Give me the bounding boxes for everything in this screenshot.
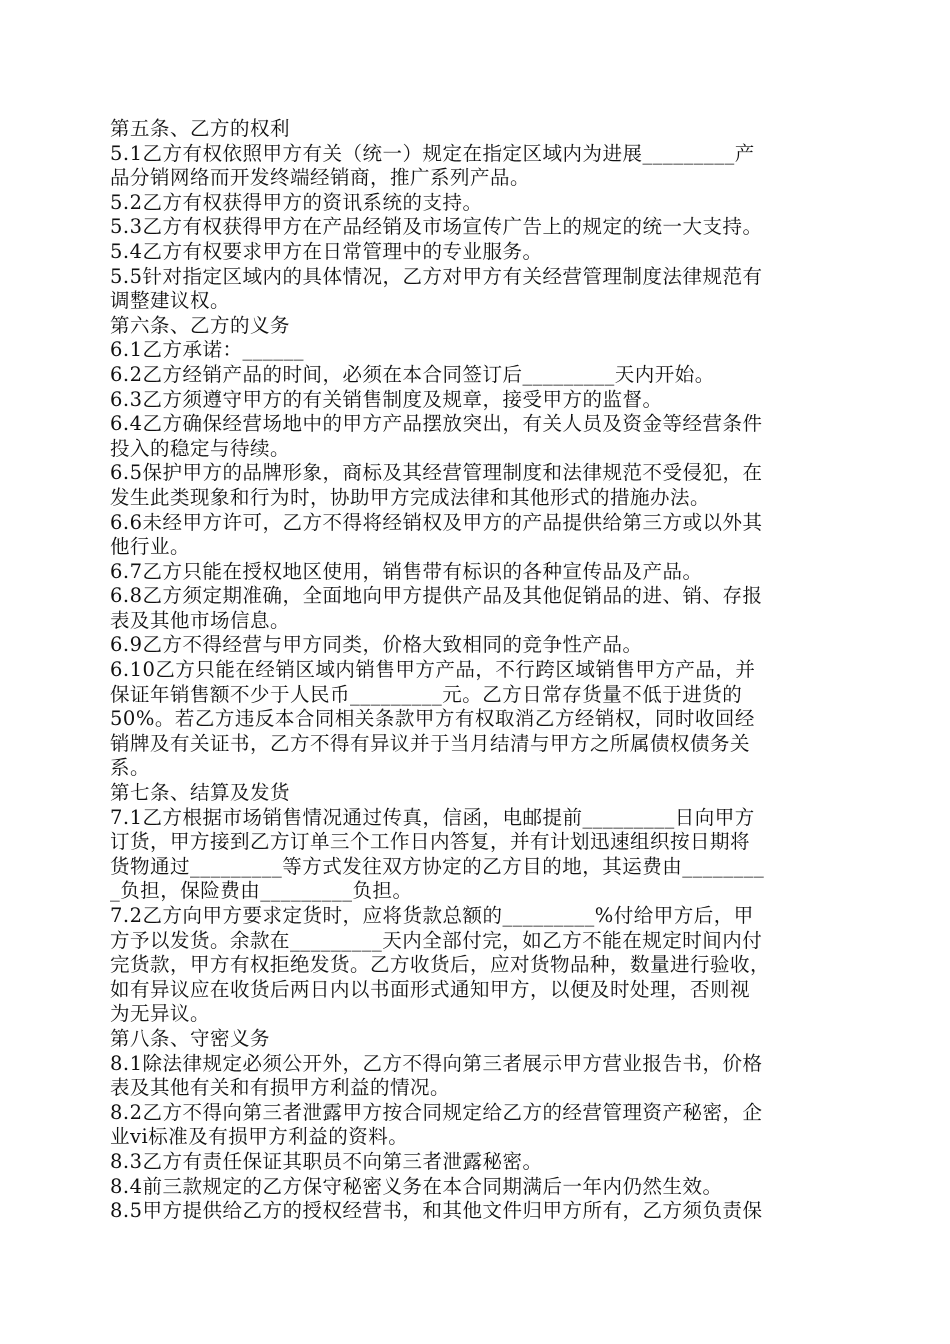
text-line: 5.2乙方有权获得甲方的资讯系统的支持。 [110,190,483,214]
text-line: 订货，甲方接到乙方订单三个工作日内答复，并有计划迅速组织按日期将 [110,830,751,854]
text-line: 业vi标准及有损甲方利益的资料。 [110,1125,409,1149]
text-line: 6.9乙方不得经营与甲方同类，价格大致相同的竞争性产品。 [110,633,643,657]
text-line: 5.4乙方有权要求甲方在日常管理中的专业服务。 [110,239,543,263]
text-line: 调整建议权。 [110,289,231,313]
text-line: 第六条、乙方的义务 [110,313,291,337]
text-line: 销牌及有关证书，乙方不得有异议并于当月结清与甲方之所属债权债务关 [110,731,751,755]
text-line: 系。 [110,756,151,780]
text-line: 5.1乙方有权依照甲方有关（统一）规定在指定区域内为进展_________产 [110,141,755,165]
text-line: 5.5针对指定区域内的具体情况，乙方对甲方有关经营管理制度法律规范有 [110,264,763,288]
text-line: 表及其他有关和有损甲方利益的情况。 [110,1076,451,1100]
text-line: 6.5保护甲方的品牌形象，商标及其经营管理制度和法律规范不受侵犯，在 [110,461,763,485]
document-body [110,117,850,1224]
text-line: 方予以发货。余款在_________天内全部付完，如乙方不能在规定时间内付 [110,928,763,952]
text-line: 完货款，甲方有权拒绝发货。乙方收货后，应对货物品种，数量进行验收， [110,953,771,977]
text-line: 8.3乙方有责任保证其职员不向第三者泄露秘密。 [110,1149,543,1173]
text-line: 6.4乙方确保经营场地中的甲方产品摆放突出，有关人员及资金等经营条件 [110,412,763,436]
text-line: 6.7乙方只能在授权地区使用，销售带有标识的各种宣传品及产品。 [110,559,703,583]
text-line: 6.8乙方须定期准确，全面地向甲方提供产品及其他促销品的进、销、存报 [110,584,763,608]
text-line: 7.1乙方根据市场销售情况通过传真，信函，电邮提前_________日向甲方 [110,805,755,829]
text-line: 6.2乙方经销产品的时间，必须在本合同签订后_________天内开始。 [110,362,715,386]
text-line: 品分销网络而开发终端经销商，推广系列产品。 [110,166,531,190]
text-line: _负担，保险费由_________负担。 [110,879,413,903]
text-line: 8.2乙方不得向第三者泄露甲方按合同规定给乙方的经营管理资产秘密，企 [110,1100,763,1124]
text-line: 发生此类现象和行为时，协助甲方完成法律和其他形式的措施办法。 [110,485,711,509]
text-line: 7.2乙方向甲方要求定货时，应将货款总额的_________%付给甲方后，甲 [110,904,754,927]
text-line: 投入的稳定与待续。 [110,436,291,460]
text-line: 为无异议。 [110,1002,211,1026]
text-line: 6.1乙方承诺：______ [110,338,305,362]
text-line: 表及其他市场信息。 [110,608,291,632]
text-line: 8.1除法律规定必须公开外，乙方不得向第三者展示甲方营业报告书，价格 [110,1051,763,1075]
text-line: 6.3乙方须遵守甲方的有关销售制度及规章，接受甲方的监督。 [110,387,663,411]
text-line: 第五条、乙方的权利 [110,117,291,140]
text-line: 他行业。 [110,535,191,559]
text-line: 6.10乙方只能在经销区域内销售甲方产品，不行跨区域销售甲方产品，并 [110,658,756,682]
text-line: 8.4前三款规定的乙方保守秘密义务在本合同期满后一年内仍然生效。 [110,1174,723,1198]
text-line: 第七条、结算及发货 [110,781,291,805]
text-line: 50%。若乙方违反本合同相关条款甲方有权取消乙方经销权，同时收回经 [110,707,755,731]
text-line: 5.3乙方有权获得甲方在产品经销及市场宣传广告上的规定的统一大支持。 [110,215,763,239]
text-line: 8.5甲方提供给乙方的授权经营书，和其他文件归甲方所有，乙方须负责保 [110,1199,763,1223]
text-line: 保证年销售额不少于人民币_________元。乙方日常存货量不低于进货的 [110,682,743,706]
text-line: 货物通过_________等方式发往双方协定的乙方目的地，其运费由________ [110,854,765,878]
text-line: 6.6未经甲方许可，乙方不得将经销权及甲方的产品提供给第三方或以外其 [110,510,763,534]
text-line: 如有异议应在收货后两日内以书面形式通知甲方，以便及时处理，否则视 [110,977,751,1001]
text-line: 第八条、守密义务 [110,1026,271,1050]
